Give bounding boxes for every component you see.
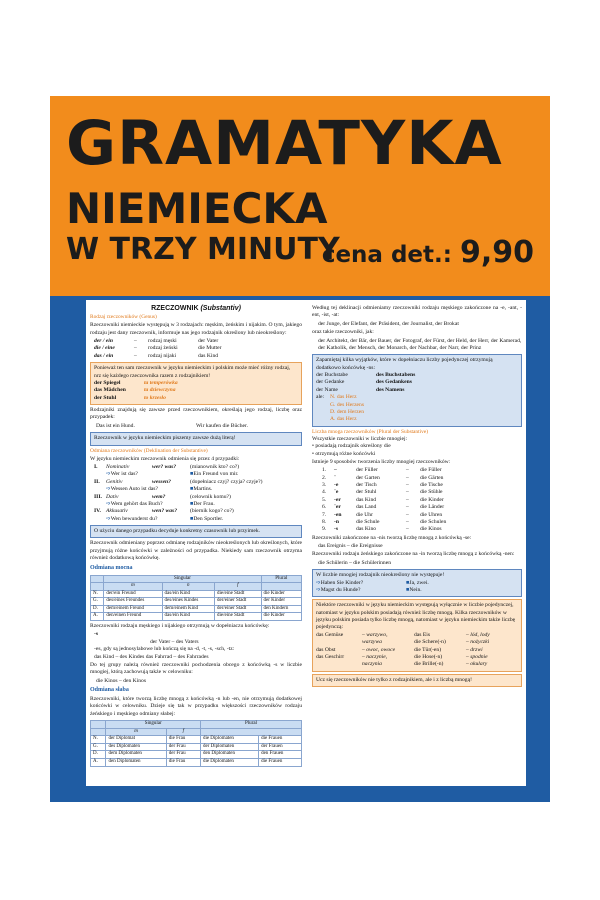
list-item: 5. -er das Kind – die Kinder [322, 496, 444, 503]
exceptions-box [312, 354, 522, 426]
plural-list [312, 467, 522, 533]
gender-dash: – [134, 352, 137, 359]
tip-row [94, 380, 298, 387]
price-label: cena det.: [321, 242, 452, 268]
case-num: II. [94, 478, 100, 485]
case-heading: Odmiana rzeczowników (Deklination der Substantive) [90, 447, 208, 454]
case-question: wem? [152, 493, 166, 500]
strong-col-head [261, 583, 302, 591]
tip-pl: ta dziewczyna [144, 387, 176, 394]
gender-example: der Vater [198, 338, 219, 345]
list-item: 7. -en die Uhr – die Uhren [322, 511, 443, 518]
gender-row [94, 338, 302, 345]
gender-article: die / eine [94, 345, 115, 352]
gender-row [94, 345, 302, 352]
article-example-right: Wir kaufen die Bücher. [196, 422, 248, 429]
gender-desc: rodzaj męski [148, 338, 177, 345]
case-example-q: Wen bewunderst du? [110, 515, 158, 522]
case-num: IV. [94, 508, 101, 515]
plural-heading: Liczba mnoga rzeczowników (Plural der Substantive) [312, 428, 429, 435]
singular-only-text: Niektóre rzeczowniki w języku niemieckim występują wyłącznie w liczbie pojedynczej, natomiast w języku polskim posiadają również liczbę mnogą. Kilka rzeczowników w języku polskim posiada tylko liczbę mnogą, natomiast w języku niemieckim także liczbę pojedynczą: [316, 602, 516, 631]
cover-header [50, 96, 550, 296]
case-polish: (biernik kogo? co?) [190, 508, 234, 515]
indefinite-plural-box [312, 569, 522, 597]
price-value: 9,90 [459, 235, 534, 270]
strong-foreign-note: Do tej grupy należą również rzeczowniki pochodzenia obcego z końcówką -s w liczbie mnogiej, którą zachowują także w celowniku: [90, 661, 302, 676]
case-question: wer? was? [152, 464, 177, 471]
singular-only-row: das Obst – owoc, owoce die Tür(-en) – drzwi [316, 646, 483, 653]
exception-also: ale: N. das Herz G. des Herzens D. dem Herzen A. das Herz [316, 394, 365, 423]
exception-row: der Name des Namens [316, 386, 405, 393]
strong-col-head: n [162, 583, 215, 591]
list-item: 2. ¨ der Garten – die Gärten [322, 474, 444, 481]
singular-only-row: naczynia die Brille(-n) – okulary [362, 661, 488, 668]
declension-intro: Rzeczownik odmieniany poprzez odmianę rodzajników nieokreślonych lub określonych, które przyjmują różne końcówki w zależności od przypadka. Niekiedy sam rzeczownik otrzyma również dodatkową końcówkę. [90, 540, 302, 562]
gender-dash: – [134, 345, 137, 352]
gender-example: die Mutter [198, 345, 222, 352]
gender-example: das Kind [198, 352, 219, 359]
strong-note: Rzeczowniki rodzaju męskiego i nijakiego otrzymują w dopełniaczu końcówkę: [90, 623, 270, 630]
gender-tip-box [90, 362, 302, 405]
section-title-pl: RZECZOWNIK [151, 305, 199, 312]
indefinite-plural-text: W liczbie mnogiej rodzajnik nieokreślony nie występuje! [316, 572, 445, 579]
gender-article: der / ein [94, 338, 113, 345]
singular-only-row: das Geschirr – naczynie, die Hose(-n) – spodnie [316, 653, 488, 660]
article-examples [90, 423, 302, 430]
weak-col-head [200, 728, 301, 736]
case-name: Dativ [106, 493, 119, 500]
case-intro: W języku niemieckim rzeczownik odmienia się przez 4 przypadki: [90, 455, 240, 462]
exception-row: der Gedanke des Gedankens [316, 379, 412, 386]
weak-continuation-example: der Junge, der Elefant, der Präsident, der Journalist, der Brokat [318, 320, 459, 327]
table-row: D. dem/einem Freund dem/einem Kind der/einer Stadt den Kindern [91, 605, 302, 613]
weak-text: Rzeczowniki, które tworzą liczbę mnogą z końcówką -n lub -en, nie otrzymują dodatkowej końcówki w celowniku. Dzieje się tak w przypadku większości rzeczowników rodzaju żeńskiego i męskiego odmiany słabej: [90, 695, 302, 717]
indefinite-row: ➩Haben Sie Kinder? ■Ja, zwei. [316, 579, 429, 586]
plural-bullet: • otrzymują różne końcówki [312, 450, 376, 457]
plural-bullet: • posiadają rodzajnik określony die [312, 443, 391, 450]
weak-col-head: f [166, 728, 200, 736]
weak-more: oraz takie rzeczowniki, jak: [312, 329, 374, 336]
plural-study-tip: Ucz się rzeczowników nie tylko z rodzajnikiem, ale i z liczbą mnogą! [312, 674, 522, 687]
exception-also-label: ale: [316, 394, 325, 401]
gender-article: das / ein [94, 352, 114, 359]
title-line-2: NIEMIECKA [66, 184, 328, 233]
weak-head-plural: Plural [200, 721, 301, 729]
plural-intro: Wszystkie rzeczowniki w liczbie mnogiej: [312, 435, 408, 442]
nen-note: Rzeczowniki rodzaju żeńskiego zakończone na -in tworzą liczbę mnogą z końcówką -nen: [312, 551, 515, 558]
gender-heading: Rodzaj rzeczowników (Genus) [90, 314, 157, 321]
price-tag [322, 235, 534, 270]
case-example-q: Wer ist das? [110, 471, 138, 478]
gender-desc: rodzaj nijaki [148, 352, 177, 359]
list-item: 3. -e der Tisch – die Tische [322, 482, 443, 488]
case-example-q: Wessen Auto ist das? [110, 486, 158, 493]
gender-dash: – [134, 338, 137, 345]
weak-heading: Odmiana słaba [90, 687, 129, 694]
section-title-de: (Substantiv) [200, 305, 241, 312]
gender-intro: Rzeczowniki niemieckie występują w 3 rodzajach: męskim, żeńskim i nijakim. O tym, jakiego rodzaju jest dany rzeczownik, informuje nas jego rodzajnik określony lub nieokreślony: [90, 322, 302, 336]
article-example-left: Das ist ein Hund. [96, 422, 135, 429]
strong-ending-s-example: der Vater – des Vaters [150, 638, 199, 645]
case-name: Akkusativ [106, 508, 128, 515]
table-row: G. des Diplomaten der Frau der Diplomaten der Frauen [91, 743, 302, 751]
article-note: Rodzajniki znajdują się zawsze przed rzeczownikiem, określają jego rodzaj, liczbę oraz przypadek: [90, 407, 302, 421]
nen-example: die Schülerin – die Schülerinnen [318, 559, 392, 566]
gender-tip-text: Ponieważ ten sam rzeczownik w języku niemieckim i polskim może mieć różny rodzaj, nrz się każdego rzeczownika razem z rodzajnikiem! [94, 365, 291, 379]
weak-col-head: m [106, 728, 166, 736]
case-num: I. [94, 464, 98, 471]
list-item: 6. ¨er das Land – die Länder [322, 504, 445, 511]
strong-declension-table [90, 575, 302, 622]
case-item: II. Genitiv wessen? (dopełniacz czyj? czyja? czyje?) ➩Wessen Auto ist das? ■Martins. [94, 478, 263, 493]
strong-heading: Odmiana mocna [90, 564, 133, 571]
table-row: G. des/eines Freundes des/eines Kindes der/einer Stadt der Kinder [91, 598, 302, 606]
case-polish: (mianownik kto? co?) [190, 464, 240, 471]
singular-only-row: das Gemüse – warzywo, das Eis – lód, lody [316, 631, 490, 638]
case-example-a: Ein Freund von mir. [193, 471, 239, 478]
right-column [312, 304, 522, 784]
table-row: A. den/einen Freund das/ein Kind die/eine Stadt die Kinder [91, 613, 302, 621]
list-item: 1. – der Füller – die Füller [322, 467, 442, 474]
strong-head-plural: Plural [261, 575, 302, 583]
case-list [90, 464, 302, 523]
case-example-a: Martins. [193, 486, 213, 493]
case-polish: (celownik komu?) [190, 493, 231, 500]
strong-foreign-example: die Kinos – den Kinos [96, 677, 147, 684]
list-item: 8. -n die Schule – die Schulen [322, 518, 447, 525]
tip-pl: ta temperówka [144, 379, 178, 386]
se-example: das Ereignis – die Ereignisse [318, 543, 383, 549]
case-example-q: Wem gehört das Buch? [110, 500, 163, 507]
strong-ending-es: -es, gdy są jednosylabowe lub kończą się na -d, -t, -s, -sch, -tz: [94, 646, 235, 653]
exceptions-text: Zapamiętaj kilka wyjątków, które w dopełniaczu liczby pojedynczej otrzymują dodatkowo końcówkę -ns: [316, 357, 493, 371]
case-question: wessen? [152, 478, 171, 485]
weak-declension-table [90, 720, 302, 767]
case-example-a: Den Sportler. [193, 515, 224, 522]
case-example-a: Der Frau. [193, 500, 215, 507]
strong-col-head: f [215, 583, 261, 591]
tip-de: der Stuhl [94, 394, 117, 401]
strong-col-head: m [104, 583, 162, 591]
gender-row [94, 353, 302, 360]
gender-desc: rodzaj żeński [148, 345, 178, 352]
table-row: A. den Diplomaten die Frau die Diplomaten die Frauen [91, 759, 302, 767]
tip-row [94, 395, 298, 402]
weak-head-singular: Singular [106, 721, 200, 729]
weak-more-example: der Architekt, der Bär, der Bauer, der Fotograf, der Fürst, der Held, der Herr, der Kamerad, der Katholik, der Mensch, der Monarch, der Nachbar, der Narr, der Prinz [318, 337, 522, 351]
tip-de: das Mädchen [94, 387, 126, 394]
list-item: 4. ¨e der Stuhl – die Stühle [322, 489, 443, 496]
table-row: N. der/ein Freund das/ein Kind die/eine Stadt die Kinder [91, 590, 302, 598]
strong-head-singular: Singular [104, 575, 261, 583]
tip-row [94, 387, 298, 394]
capital-letter-box: Rzeczownik w języku niemieckim piszemy zawsze dużą literą! [90, 432, 302, 445]
left-column [90, 304, 302, 784]
case-name: Nominativ [106, 464, 130, 471]
indefinite-row: ➩Magst du Hunde? ■Nein. [316, 586, 422, 593]
case-num: III. [94, 493, 102, 500]
case-item: I. Nominativ wer? was? (mianownik kto? co?) ➩Wer ist das? ■Ein Freund von mir. [94, 464, 240, 478]
section-title [90, 304, 302, 313]
singular-only-box [312, 599, 522, 671]
weak-continuation: Według tej deklinacji odmieniamy rzeczowniki rodzaju męskiego zakończone na -e, -ant, -ent, -ist, -at: [312, 305, 522, 319]
tip-de: der Spiegel [94, 379, 121, 386]
case-item: IV. Akkusativ wen? was? (biernik kogo? co?) ➩Wen bewunderst du? ■Den Sportler. [94, 508, 234, 522]
title-line-3: W TRZY MINUTY [66, 232, 340, 267]
strong-ending-es-example: das Kind – des Kindes das Fahrrad – des Fahrrades [94, 653, 209, 660]
book-cover [50, 96, 550, 802]
tip-pl: to krzesło [144, 394, 166, 401]
gender-table [90, 338, 302, 360]
se-note: Rzeczowniki zakończone na -nis tworzą liczbę mnogą z końcówką -se: [312, 534, 472, 541]
table-row: D. dem Diplomaten der Frau den Diplomaten den Frauen [91, 751, 302, 759]
table-row: N. der Diplomat die Frau die Diplomaten die Frauen [91, 736, 302, 744]
case-question: wen? was? [152, 508, 178, 515]
singular-only-row: warzywa die Schere(-n) – nożyczki [362, 639, 490, 646]
case-usage-box: O użyciu danego przypadku decyduje konkretny czasownik lub przyimek. [90, 525, 302, 538]
exception-row: der Buchstabe des Buchstabens [316, 372, 416, 378]
strong-ending-s: -s [94, 631, 99, 638]
case-item: III. Dativ wem? (celownik komu?) ➩Wem gehört das Buch? ■Der Frau. [94, 493, 231, 507]
case-name: Genitiv [106, 478, 123, 485]
plural-ways: Istnieje 9 sposobów tworzenia liczby mnogiej rzeczowników: [312, 458, 451, 465]
grammar-page [86, 300, 526, 786]
title-line-1: GRAMATYKA [66, 108, 503, 179]
list-item: 9. -s das Kino – die Kinos [322, 526, 442, 533]
case-polish: (dopełniacz czyj? czyja? czyje?) [190, 478, 263, 485]
